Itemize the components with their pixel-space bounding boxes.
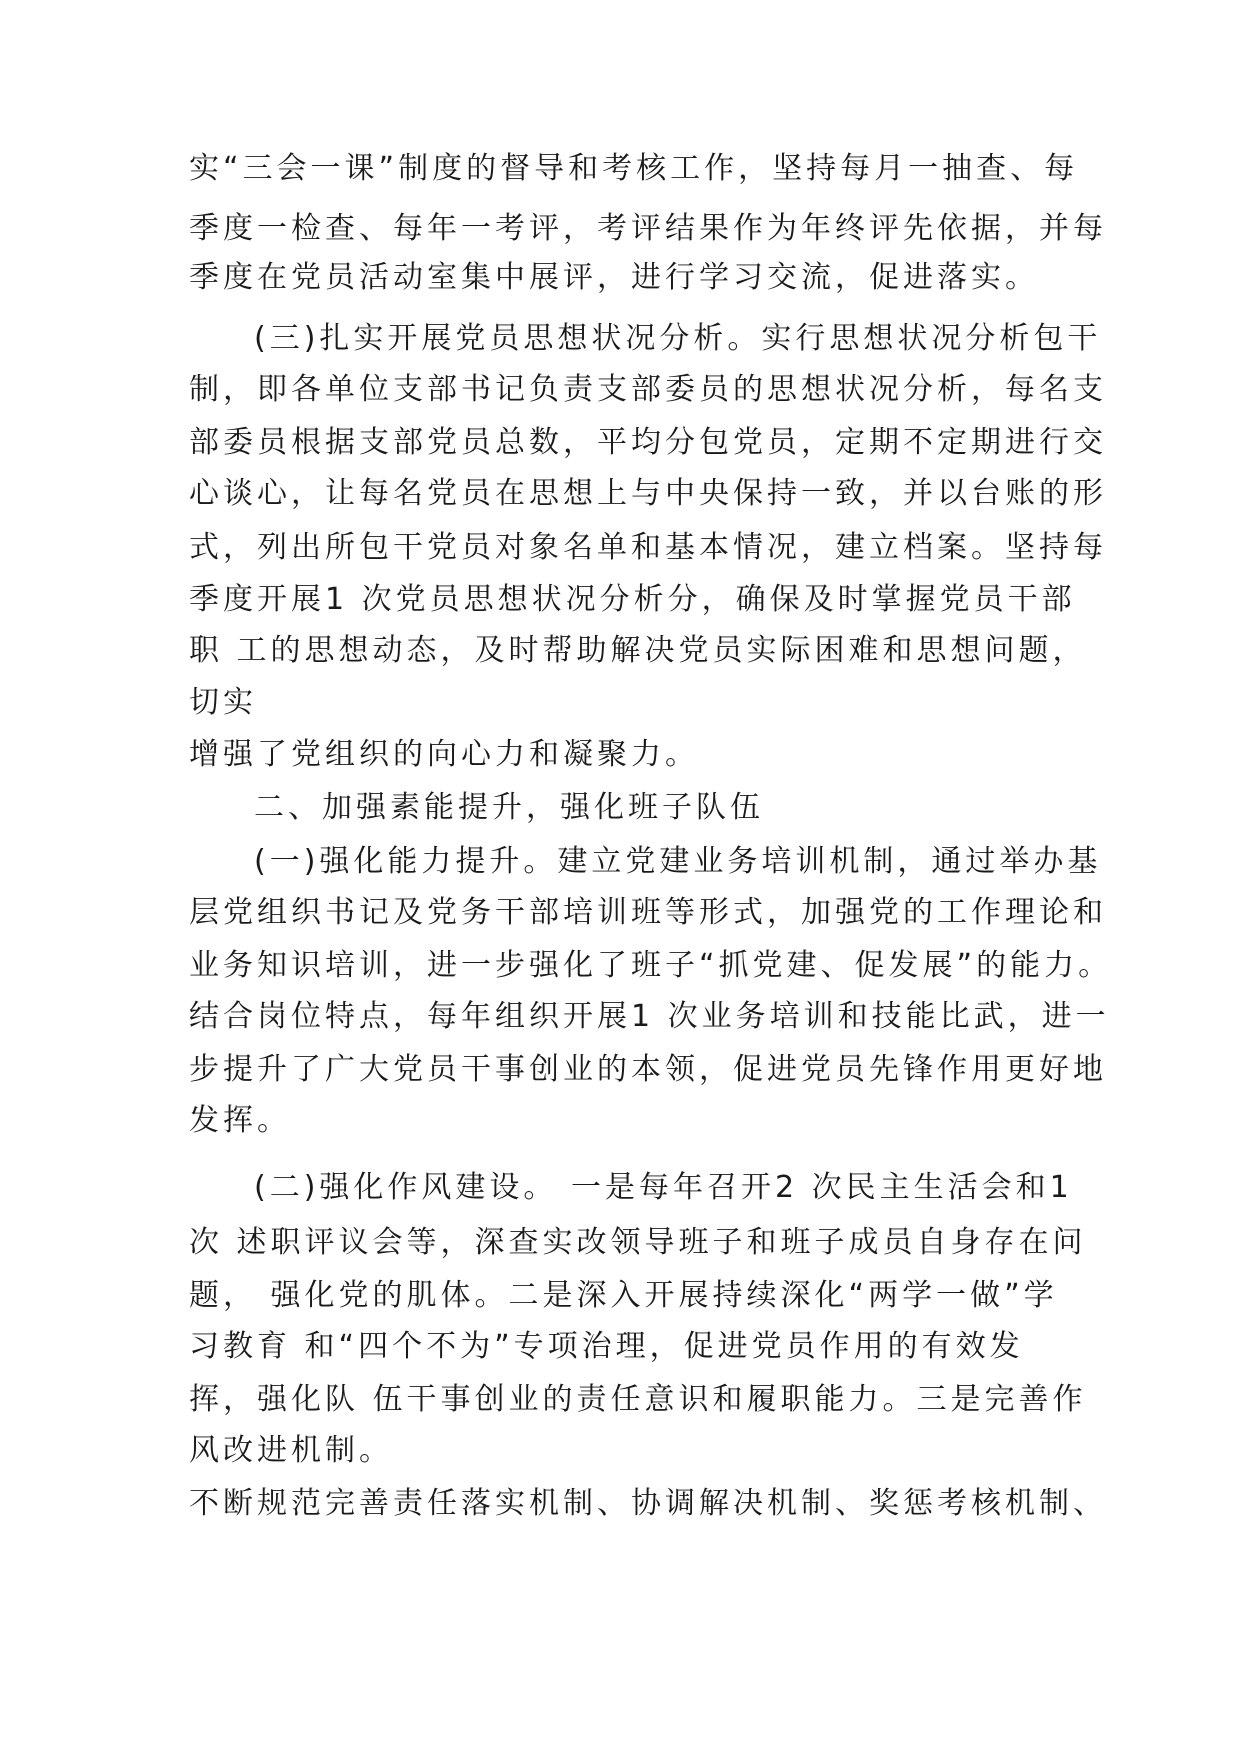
- text-line: 风改进机制。: [189, 1433, 393, 1468]
- text-line: 次 述职评议会等，深查实改领导班子和班子成员自身存在问: [189, 1225, 1087, 1260]
- text-line: 制，即各单位支部书记负责支部委员的思想状况分析，每名支: [189, 372, 1107, 407]
- text-line: 业务知识培训，进一步强化了班子“抓党建、促发展”的能力。: [189, 948, 1113, 983]
- text-line: 季度一检查、每年一考评，考评结果作为年终评先依据，并每: [189, 211, 1107, 246]
- text-line: 实“三会一课”制度的督导和考核工作，坚持每月一抽查、每: [189, 151, 1079, 186]
- text-line: 部委员根据支部党员总数，平均分包党员，定期不定期进行交: [189, 425, 1107, 460]
- text-line: 层党组织书记及党务干部培训班等形式，加强党的工作理论和: [189, 895, 1107, 930]
- text-line: 切实: [189, 685, 257, 720]
- paragraph-heading-line: (三)扎实开展党员思想状况分析。实行思想状况分析包干: [254, 321, 1102, 356]
- text-line: 发挥。: [189, 1103, 291, 1138]
- text-line: 职 工的思想动态，及时帮助解决党员实际困难和思想问题，: [189, 633, 1087, 668]
- text-line: 季度在党员活动室集中展评，进行学习交流，促进落实。: [189, 260, 1039, 295]
- text-line: 习教育 和“四个不为”专项治理，促进党员作用的有效发: [189, 1329, 1024, 1364]
- text-line: 增强了党组织的向心力和凝聚力。: [189, 737, 699, 772]
- paragraph-heading-line: (二)强化作风建设。 一是每年召开2 次民主生活会和1: [254, 1170, 1073, 1205]
- paragraph-heading-line: (一)强化能力提升。建立党建业务培训机制，通过举办基: [254, 844, 1102, 879]
- text-line: 心谈心，让每名党员在思想上与中央保持一致，并以台账的形: [189, 476, 1107, 511]
- text-line: 挥，强化队 伍干事创业的责任意识和履职能力。三是完善作: [189, 1382, 1087, 1417]
- text-line: 步提升了广大党员干事创业的本领，促进党员先锋作用更好地: [189, 1052, 1107, 1087]
- text-line: 题， 强化党的肌体。二是深入开展持续深化“两学一做”学: [189, 1278, 1058, 1313]
- section-heading: 二、加强素能提升，强化班子队伍: [254, 790, 764, 825]
- text-line: 式，列出所包干党员对象名单和基本情况，建立档案。坚持每: [189, 530, 1107, 565]
- text-line: 不断规范完善责任落实机制、协调解决机制、奖惩考核机制、: [189, 1486, 1107, 1521]
- text-line: 结合岗位特点，每年组织开展1 次业务培训和技能比武，进一: [189, 999, 1110, 1034]
- text-line: 季度开展1 次党员思想状况分析分，确保及时掌握党员干部: [189, 582, 1076, 617]
